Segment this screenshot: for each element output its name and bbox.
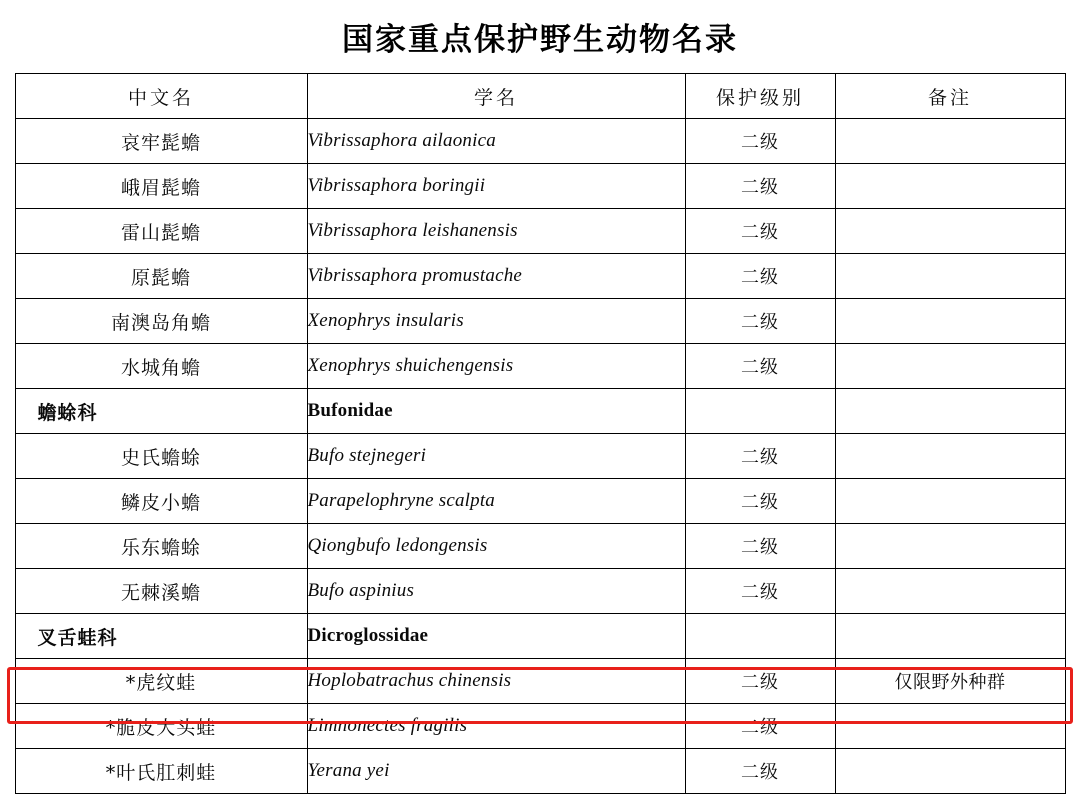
cell-protection-level: 二级 <box>685 164 835 209</box>
cell-protection-level: 二级 <box>685 479 835 524</box>
cell-scientific-name: Hoplobatrachus chinensis <box>307 659 685 704</box>
cell-chinese-name: 叉舌蛙科 <box>15 614 307 659</box>
cell-scientific-name: Parapelophryne scalpta <box>307 479 685 524</box>
table-row <box>15 344 1065 389</box>
cell-protection-level: 二级 <box>685 434 835 479</box>
table-row <box>15 569 1065 614</box>
cell-scientific-name: Vibrissaphora leishanensis <box>307 209 685 254</box>
cell-remarks <box>835 614 1065 659</box>
column-header-chinese-name: 中文名 <box>15 74 307 119</box>
cell-protection-level: 二级 <box>685 569 835 614</box>
cell-chinese-name: 无棘溪蟾 <box>15 569 307 614</box>
cell-scientific-name: Qiongbufo ledongensis <box>307 524 685 569</box>
table-row <box>15 389 1065 434</box>
table-row <box>15 209 1065 254</box>
cell-chinese-name: 原髭蟾 <box>15 254 307 299</box>
cell-chinese-name: 史氏蟾蜍 <box>15 434 307 479</box>
cell-protection-level: 二级 <box>685 659 835 704</box>
table-row <box>15 704 1065 749</box>
page-title: 国家重点保护野生动物名录 <box>342 22 738 58</box>
cell-scientific-name: Bufo stejnegeri <box>307 434 685 479</box>
cell-remarks <box>835 569 1065 614</box>
species-table <box>15 73 1066 794</box>
cell-remarks <box>835 749 1065 794</box>
table-row <box>15 524 1065 569</box>
column-header-remarks: 备注 <box>835 74 1065 119</box>
cell-protection-level: 二级 <box>685 704 835 749</box>
cell-remarks <box>835 344 1065 389</box>
table-row <box>15 614 1065 659</box>
table-row <box>15 254 1065 299</box>
cell-protection-level: 二级 <box>685 344 835 389</box>
cell-remarks <box>835 119 1065 164</box>
cell-scientific-name: Xenophrys insularis <box>307 299 685 344</box>
column-header-protection-level: 保护级别 <box>685 74 835 119</box>
cell-remarks <box>835 479 1065 524</box>
cell-protection-level: 二级 <box>685 254 835 299</box>
cell-scientific-name: Vibrissaphora ailaonica <box>307 119 685 164</box>
cell-scientific-name: Bufo aspinius <box>307 569 685 614</box>
table-row <box>15 299 1065 344</box>
table-header-row <box>15 74 1065 119</box>
table-header <box>15 74 1065 119</box>
table-row <box>15 659 1065 704</box>
cell-remarks <box>835 254 1065 299</box>
cell-scientific-name: Dicroglossidae <box>307 614 685 659</box>
cell-chinese-name: 蟾蜍科 <box>15 389 307 434</box>
cell-protection-level: 二级 <box>685 119 835 164</box>
cell-remarks: 仅限野外种群 <box>835 659 1065 704</box>
cell-scientific-name: Xenophrys shuichengensis <box>307 344 685 389</box>
cell-protection-level: 二级 <box>685 299 835 344</box>
cell-scientific-name: Yerana yei <box>307 749 685 794</box>
cell-chinese-name: 鳞皮小蟾 <box>15 479 307 524</box>
cell-chinese-name: *叶氏肛刺蛙 <box>15 749 307 794</box>
cell-chinese-name: *虎纹蛙 <box>15 659 307 704</box>
column-header-scientific-name: 学名 <box>307 74 685 119</box>
cell-protection-level <box>685 389 835 434</box>
cell-scientific-name: Bufonidae <box>307 389 685 434</box>
cell-scientific-name: Vibrissaphora promustache <box>307 254 685 299</box>
table-row <box>15 164 1065 209</box>
cell-scientific-name: Vibrissaphora boringii <box>307 164 685 209</box>
cell-chinese-name: *脆皮大头蛙 <box>15 704 307 749</box>
cell-remarks <box>835 434 1065 479</box>
table-row <box>15 119 1065 164</box>
cell-remarks <box>835 704 1065 749</box>
cell-chinese-name: 水城角蟾 <box>15 344 307 389</box>
cell-remarks <box>835 299 1065 344</box>
table-row <box>15 434 1065 479</box>
cell-remarks <box>835 389 1065 434</box>
cell-scientific-name: Limnonectes fragilis <box>307 704 685 749</box>
cell-chinese-name: 哀牢髭蟾 <box>15 119 307 164</box>
cell-protection-level: 二级 <box>685 749 835 794</box>
table-row <box>15 749 1065 794</box>
cell-protection-level: 二级 <box>685 524 835 569</box>
table-row <box>15 479 1065 524</box>
document-page <box>0 14 1080 795</box>
cell-protection-level <box>685 614 835 659</box>
cell-chinese-name: 南澳岛角蟾 <box>15 299 307 344</box>
cell-chinese-name: 峨眉髭蟾 <box>15 164 307 209</box>
cell-chinese-name: 乐东蟾蜍 <box>15 524 307 569</box>
cell-chinese-name: 雷山髭蟾 <box>15 209 307 254</box>
cell-protection-level: 二级 <box>685 209 835 254</box>
table-body <box>15 119 1065 794</box>
cell-remarks <box>835 524 1065 569</box>
cell-remarks <box>835 164 1065 209</box>
cell-remarks <box>835 209 1065 254</box>
